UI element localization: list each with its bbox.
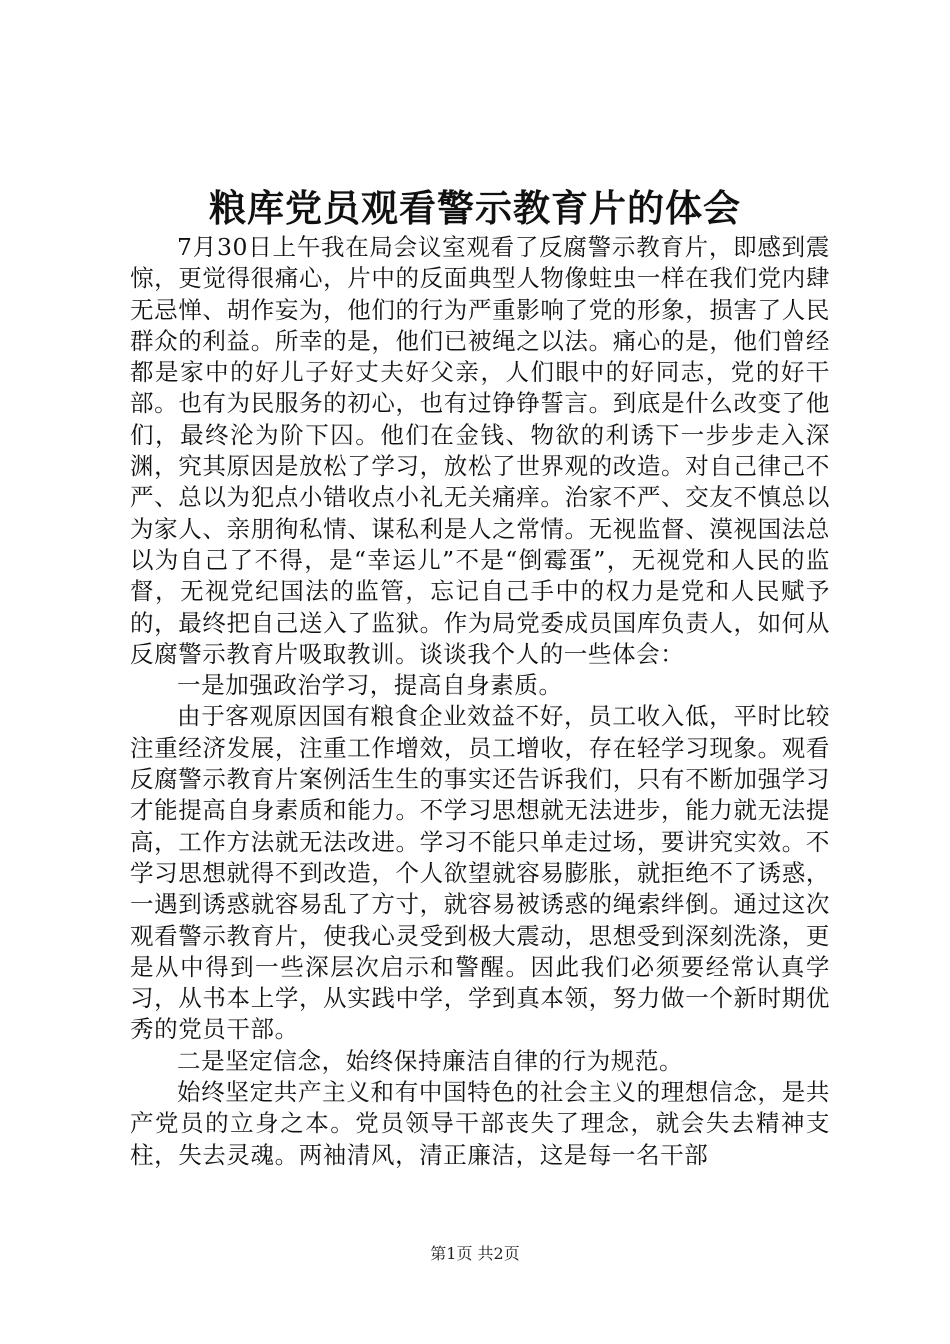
- paragraph-intro: 7月30日上午我在局会议室观看了反腐警示教育片，即感到震惊，更觉得很痛心，片中的反面典型人物像蛀虫一样在我们党内肆无忌惮、胡作妄为，他们的行为严重影响了党的形象，损害了人民群众的利益。所幸的是，他们已被绳之以法。痛心的是，他们曾经都是家中的好儿子好丈夫好父亲，人们眼中的好同志，党的好干部。也有为民服务的初心，也有过铮铮誓言。到底是什么改变了他们，最终沦为阶下囚。他们在金钱、物欲的利诱下一步步走入深渊，究其原因是放松了学习，放松了世界观的改造。对自己律己不严、总以为犯点小错收点小礼无关痛痒。治家不严、交友不慎总以为家人、亲朋徇私情、谋私利是人之常情。无视监督、漠视国法总以为自己了不得，是“幸运儿”不是“倒霉蛋”，无视党和人民的监督，无视党纪国法的监管，忘记自己手中的权力是党和人民赋予的，最终把自己送入了监狱。作为局党委成员国库负责人，如何从反腐警示教育片吸取教训。谈谈我个人的一些体会：: [130, 233, 830, 668]
- page-number-footer: 第1页 共2页: [430, 1244, 520, 1263]
- document-title: 粮库党员观看警示教育片的体会: [209, 186, 741, 230]
- document-body: [130, 232, 830, 1171]
- paragraph-study: 由于客观原因国有粮食企业效益不好，员工收入低，平时比较注重经济发展，注重工作增效，员工增收，存在轻学习现象。观看反腐警示教育片案例活生生的事实还告诉我们，只有不断加强学习才能提高自身素质和能力。不学习思想就无法进步，能力就无法提高，工作方法就无法改进。学习不能只单走过场，要讲究实效。不学习思想就得不到改造，个人欲望就容易膨胀，就拒绝不了诱惑，一遇到诱惑就容易乱了方寸，就容易被诱惑的绳索绊倒。通过这次观看警示教育片，使我心灵受到极大震动，思想受到深刻洗涤，更是从中得到一些深层次启示和警醒。因此我们必须要经常认真学习，从书本上学，从实践中学，学到真本领，努力做一个新时期优秀的党员干部。: [130, 702, 830, 1044]
- paragraph-heading-1: 一是加强政治学习，提高自身素质。: [177, 671, 563, 700]
- paragraph-heading-2: 二是坚定信念，始终保持廉洁自律的行为规范。: [177, 1046, 684, 1075]
- paragraph-belief: 始终坚定共产主义和有中国特色的社会主义的理想信念，是共产党员的立身之本。党员领导干部丧失了理念，就会失去精神支柱，失去灵魂。两袖清风，清正廉洁，这是每一名干部: [130, 1078, 830, 1169]
